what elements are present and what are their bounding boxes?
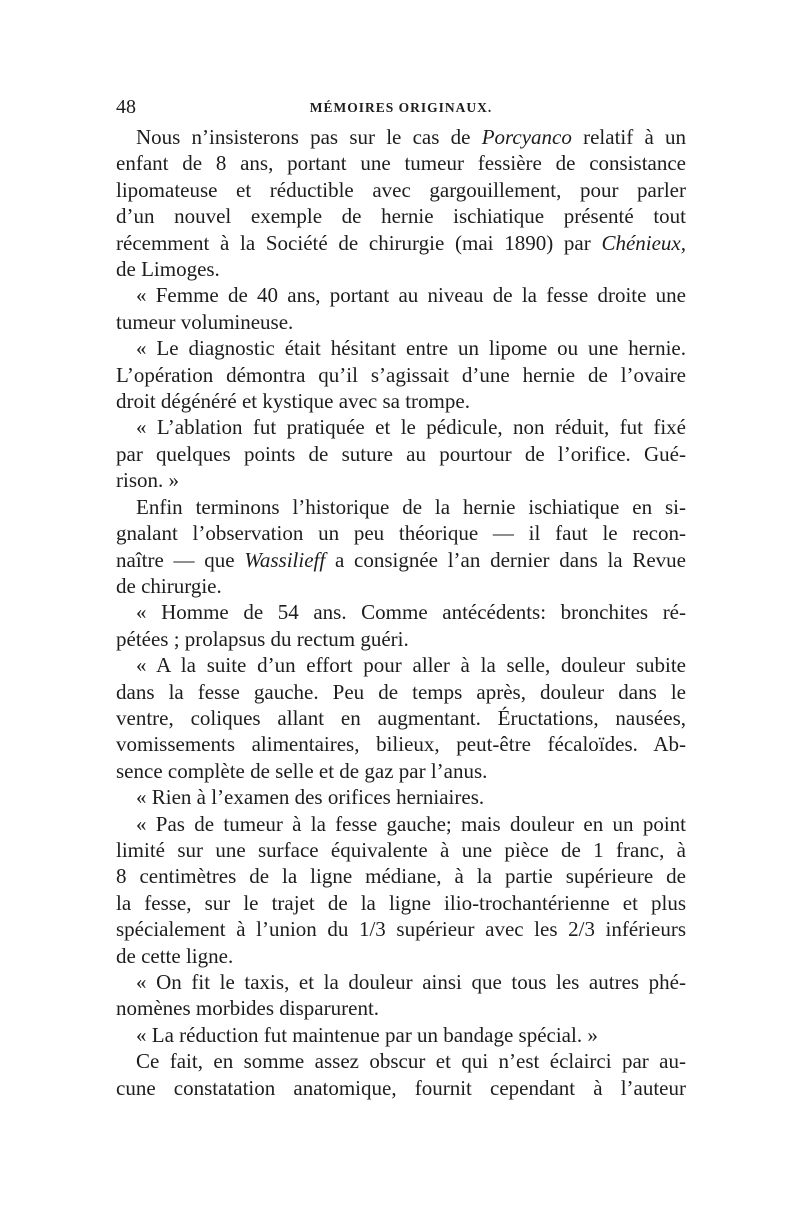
- text-line: dans la fesse gauche. Peu de temps après, douleur dans le: [116, 679, 686, 704]
- text-line: nomènes morbides disparurent.: [116, 996, 380, 1021]
- text-line: rison. »: [116, 468, 179, 493]
- text-line: gnalant l’observation un peu théorique — il faut le recon-: [116, 521, 686, 546]
- paragraph: [116, 811, 686, 969]
- text-line: naître — que Wassilieff a consignée l’an dernier dans la Revue: [116, 547, 687, 572]
- text-line: « Homme de 54 ans. Comme antécédents: bronchites ré-: [136, 600, 686, 625]
- text-line: Ce fait, en somme assez obscur et qui n’est éclairci par au-: [136, 1049, 686, 1074]
- text-line: 8 centimètres de la ligne médiane, à la partie supérieure de: [116, 864, 686, 889]
- text-line: « On fit le taxis, et la douleur ainsi que tous les autres phé-: [136, 970, 686, 994]
- text-line: par quelques points de suture au pourtour de l’orifice. Gué-: [116, 441, 686, 466]
- page-header: [116, 96, 686, 120]
- text-line: spécialement à l’union du 1/3 supérieur avec les 2/3 inférieurs: [116, 917, 686, 942]
- paragraph: [116, 124, 686, 282]
- paragraph: [116, 414, 686, 493]
- text-line: tumeur volumineuse.: [116, 309, 294, 334]
- text-line: de cette ligne.: [116, 943, 234, 968]
- text-line: enfant de 8 ans, portant une tumeur fessière de consistance: [116, 151, 686, 176]
- text-line: d’un nouvel exemple de hernie ischiatique présenté tout: [116, 204, 686, 229]
- text-line: limité sur une surface équivalente à une pièce de 1 franc, à: [116, 837, 686, 862]
- paragraph: [116, 335, 686, 414]
- paragraph: [116, 494, 686, 600]
- text-line: Nous n’insisterons pas sur le cas de Porcyanco relatif à un: [136, 125, 686, 149]
- text-line: la fesse, sur le trajet de la ligne ilio-trochantérienne et plus: [116, 890, 686, 915]
- paragraph: [116, 1048, 686, 1101]
- italic-name: Chénieux,: [601, 230, 686, 255]
- text-line: vomissements alimentaires, bilieux, peut-être fécaloïdes. Ab-: [116, 732, 686, 757]
- text-line: « La réduction fut maintenue par un bandage spécial. »: [136, 1022, 598, 1047]
- italic-name: Porcyanco: [481, 125, 572, 149]
- paragraph: [116, 1022, 686, 1048]
- text-line: ventre, coliques allant en augmentant. Éructations, nausées,: [116, 705, 686, 730]
- text-line: pétées ; prolapsus du rectum guéri.: [116, 626, 409, 651]
- italic-name: Wassilieff: [244, 547, 326, 572]
- text-line: Enfin terminons l’historique de la hernie ischiatique en si-: [136, 494, 686, 519]
- page-number: 48: [116, 96, 136, 118]
- text-line: « Rien à l’examen des orifices herniaires.: [136, 785, 485, 810]
- text-line: lipomateuse et réductible avec gargouillement, pour parler: [116, 177, 686, 202]
- paragraph: [116, 784, 686, 810]
- text-line: « Femme de 40 ans, portant au niveau de la fesse droite une: [136, 283, 686, 308]
- text-line: récemment à la Société de chirurgie (mai 1890) par Chénieux,: [116, 230, 686, 255]
- running-head: MÉMOIRES ORIGINAUX.: [309, 100, 493, 115]
- text-line: « Le diagnostic était hésitant entre un lipome ou une hernie.: [136, 336, 686, 361]
- paragraph: [116, 599, 686, 652]
- text-line: de chirurgie.: [116, 573, 222, 598]
- text-line: de Limoges.: [116, 257, 220, 282]
- text-line: « Pas de tumeur à la fesse gauche; mais douleur en un point: [136, 811, 686, 836]
- paragraph: [116, 282, 686, 335]
- paragraph: [116, 969, 686, 1022]
- text-line: « A la suite d’un effort pour aller à la selle, douleur subite: [136, 653, 686, 678]
- paragraph: [116, 652, 686, 784]
- text-line: droit dégénéré et kystique avec sa trompe.: [116, 389, 470, 414]
- text-line: « L’ablation fut pratiquée et le pédicule, non réduit, fut fixé: [136, 415, 686, 440]
- text-line: cune constatation anatomique, fournit cependant à l’auteur: [116, 1075, 686, 1100]
- body-text: [116, 124, 686, 1101]
- text-line: sence complète de selle et de gaz par l’anus.: [116, 758, 488, 783]
- text-line: L’opération démontra qu’il s’agissait d’une hernie de l’ovaire: [116, 362, 686, 387]
